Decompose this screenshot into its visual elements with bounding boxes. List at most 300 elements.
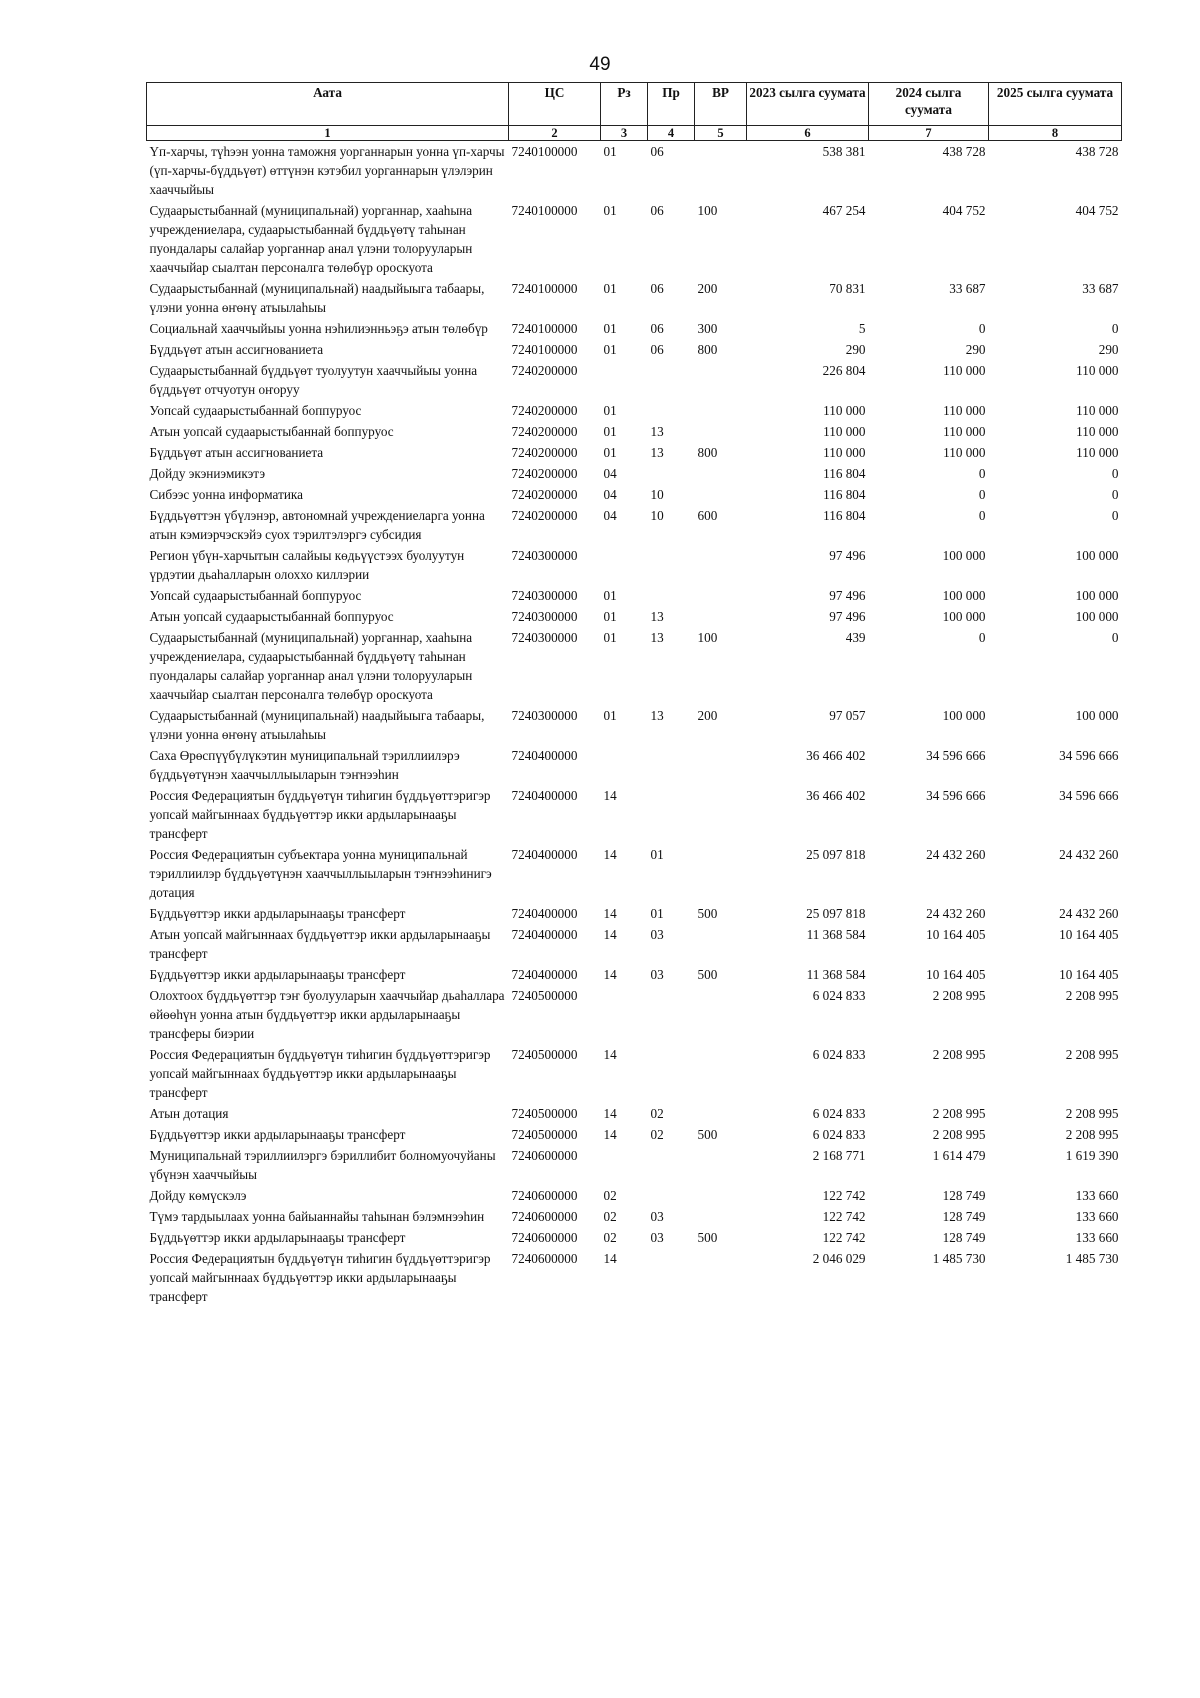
budget-table — [146, 82, 1122, 1307]
row-cs-cell: 7240600000 — [511, 1251, 578, 1266]
row-rz-cell: 14 — [603, 788, 617, 803]
row-name-cell: Россия Федерациятын субъектара уонна муниципальнай тэриллиилэр бүддьүөтүнэн хааччыллыыларын тэҥнээһинигэ дотация — [149, 847, 492, 900]
row-pr-cell — [648, 463, 695, 484]
row-vr-cell — [695, 360, 747, 400]
row-2023-cell: 467 254 — [822, 203, 866, 218]
table-row — [147, 339, 1122, 360]
column-header-vr: ВР — [695, 83, 747, 126]
row-cs-cell: 7240400000 — [511, 847, 578, 862]
row-2025-cell: 34 596 666 — [1059, 748, 1119, 763]
row-2023-cell: 97 496 — [829, 548, 866, 563]
row-cs-cell: 7240100000 — [511, 203, 578, 218]
row-cs-cell: 7240200000 — [511, 424, 578, 439]
table-row — [147, 545, 1122, 585]
row-2024-cell: 2 208 995 — [932, 1106, 986, 1121]
row-rz-cell: 01 — [603, 424, 617, 439]
row-pr-cell — [648, 1248, 695, 1307]
table-row — [147, 924, 1122, 964]
row-name-cell: Бүддьүөт атын ассигнованиета — [149, 342, 324, 357]
row-name-cell: Сибээс уонна информатика — [149, 487, 303, 502]
row-name-cell: Атын уопсай майгыннаах бүддьүөттэр икки ардыларынааҕы трансферт — [149, 927, 491, 961]
table-row — [147, 463, 1122, 484]
table-body — [147, 141, 1122, 1308]
row-name-cell: Атын уопсай судаарыстыбаннай боппуруос — [149, 424, 394, 439]
row-vr-cell: 100 — [697, 203, 718, 218]
row-name-cell: Дойду экэниэмикэтэ — [149, 466, 266, 481]
row-cs-cell: 7240400000 — [511, 927, 578, 942]
row-pr-cell: 01 — [650, 847, 664, 862]
row-2025-cell: 110 000 — [1076, 403, 1119, 418]
row-2024-cell: 24 432 260 — [926, 906, 986, 921]
row-vr-cell: 800 — [697, 445, 718, 460]
row-2025-cell: 0 — [1111, 508, 1119, 523]
row-name-cell: Судаарыстыбаннай бүддьүөт туолуутун хааччыйыы уонна бүддьүөт отчуотун оҥоруу — [149, 363, 478, 397]
row-2025-cell: 100 000 — [1075, 609, 1119, 624]
row-cs-cell: 7240200000 — [511, 508, 578, 523]
row-rz-cell: 01 — [603, 203, 617, 218]
row-2023-cell: 97 496 — [829, 609, 866, 624]
table-row — [147, 964, 1122, 985]
row-rz-cell: 01 — [603, 342, 617, 357]
row-vr-cell — [695, 484, 747, 505]
row-cs-cell: 7240500000 — [511, 1127, 578, 1142]
row-rz-cell: 01 — [603, 588, 617, 603]
row-2025-cell: 100 000 — [1075, 548, 1119, 563]
row-rz-cell: 02 — [603, 1188, 617, 1203]
row-name-cell: Судаарыстыбаннай (муниципальнай) уорганнар, хааһына учреждениелара, судаарыстыбаннай бүддьүөтү таһынан пуондалары салайар уорганнар анал үлэни толорууларын хааччыйар сыалтан персоналга төлөбүр ороскуота — [149, 203, 473, 275]
row-rz-cell: 04 — [603, 508, 617, 523]
row-2024-cell: 110 000 — [943, 403, 986, 418]
column-number: 5 — [695, 126, 747, 141]
row-2023-cell: 25 097 818 — [806, 847, 866, 862]
table-row — [147, 1185, 1122, 1206]
row-2024-cell: 33 687 — [949, 281, 986, 296]
row-2024-cell: 110 000 — [943, 445, 986, 460]
row-pr-cell: 10 — [650, 487, 664, 502]
row-cs-cell: 7240300000 — [511, 708, 578, 723]
row-2023-cell: 6 024 833 — [812, 1127, 866, 1142]
row-2023-cell: 122 742 — [822, 1188, 866, 1203]
row-cs-cell: 7240200000 — [511, 487, 578, 502]
row-2023-cell: 122 742 — [822, 1230, 866, 1245]
column-number: 2 — [509, 126, 601, 141]
column-header-2025: 2025 сылга суумата — [989, 83, 1122, 126]
row-2025-cell: 290 — [1098, 342, 1119, 357]
row-2024-cell: 10 164 405 — [926, 927, 986, 942]
row-name-cell: Бүддьүөттэр икки ардыларынааҕы трансферт — [149, 1230, 406, 1245]
row-2024-cell: 0 — [978, 508, 986, 523]
column-number: 7 — [869, 126, 989, 141]
table-row — [147, 421, 1122, 442]
row-pr-cell: 01 — [650, 906, 664, 921]
row-2024-cell: 1 614 479 — [932, 1148, 986, 1163]
row-pr-cell: 02 — [650, 1106, 664, 1121]
row-cs-cell: 7240600000 — [511, 1209, 578, 1224]
row-vr-cell: 500 — [697, 1230, 718, 1245]
row-rz-cell: 14 — [603, 1047, 617, 1062]
row-2024-cell: 110 000 — [943, 363, 986, 378]
row-name-cell: Бүддьүөттэр икки ардыларынааҕы трансферт — [149, 906, 406, 921]
row-cs-cell: 7240300000 — [511, 630, 578, 645]
column-header-2023: 2023 сылга суумата — [747, 83, 869, 126]
table-row — [147, 985, 1122, 1044]
row-rz-cell: 01 — [603, 281, 617, 296]
row-2023-cell: 70 831 — [829, 281, 866, 296]
row-pr-cell: 03 — [650, 1230, 664, 1245]
row-2025-cell: 2 208 995 — [1065, 1047, 1119, 1062]
row-vr-cell — [695, 1145, 747, 1185]
row-vr-cell: 300 — [697, 321, 718, 336]
row-name-cell: Россия Федерациятын бүддьүөтүн тиһигин бүддьүөттэригэр уопсай майгыннаах бүддьүөттэр икки ардыларынааҕы трансферт — [149, 1251, 491, 1304]
row-2023-cell: 110 000 — [823, 445, 866, 460]
table-row — [147, 1145, 1122, 1185]
row-2024-cell: 100 000 — [942, 609, 986, 624]
row-2025-cell: 404 752 — [1075, 203, 1119, 218]
table-row — [147, 627, 1122, 705]
row-rz-cell — [601, 545, 648, 585]
table-row — [147, 442, 1122, 463]
row-2024-cell: 128 749 — [942, 1188, 986, 1203]
table-row — [147, 844, 1122, 903]
row-rz-cell: 14 — [603, 927, 617, 942]
row-rz-cell: 01 — [603, 445, 617, 460]
row-cs-cell: 7240600000 — [511, 1188, 578, 1203]
row-rz-cell: 04 — [603, 487, 617, 502]
row-2024-cell: 34 596 666 — [926, 748, 986, 763]
row-2025-cell: 0 — [1111, 487, 1119, 502]
row-pr-cell: 10 — [650, 508, 664, 523]
row-name-cell: Россия Федерациятын бүддьүөтүн тиһигин бүддьүөттэригэр уопсай майгыннаах бүддьүөттэр икки ардыларынааҕы трансферт — [149, 1047, 491, 1100]
row-2025-cell: 0 — [1111, 466, 1119, 481]
row-2023-cell: 110 000 — [823, 403, 866, 418]
row-name-cell: Олохтоох бүддьүөттэр тэҥ буолууларын хааччыйар дьаһаллара өйөөһүн уонна атын бүддьүөттэр икки ардыларынааҕы трансферы биэрии — [149, 988, 505, 1041]
row-name-cell: Муниципальнай тэриллиилэргэ бэриллибит болномуочуйаны үбүнэн хааччыйыы — [149, 1148, 496, 1182]
row-rz-cell: 01 — [603, 609, 617, 624]
row-pr-cell: 13 — [650, 445, 664, 460]
row-pr-cell — [648, 785, 695, 844]
row-2024-cell: 1 485 730 — [932, 1251, 986, 1266]
row-cs-cell: 7240600000 — [511, 1148, 578, 1163]
column-number: 6 — [747, 126, 869, 141]
row-2023-cell: 6 024 833 — [812, 1047, 866, 1062]
table-row — [147, 903, 1122, 924]
row-vr-cell — [695, 606, 747, 627]
column-header-name: Аата — [147, 83, 509, 126]
row-2025-cell: 33 687 — [1082, 281, 1119, 296]
row-2023-cell: 36 466 402 — [806, 788, 866, 803]
row-2024-cell: 2 208 995 — [932, 1127, 986, 1142]
row-rz-cell: 01 — [603, 321, 617, 336]
row-pr-cell: 13 — [650, 424, 664, 439]
row-2025-cell: 34 596 666 — [1059, 788, 1119, 803]
header-row — [147, 83, 1122, 126]
table-row — [147, 1248, 1122, 1307]
row-name-cell: Саха Өрөспүүбүлүкэтин муниципальнай тэриллиилэрэ бүддьүөтүнэн хааччыллыыларын тэҥнээһин — [149, 748, 460, 782]
row-2024-cell: 10 164 405 — [926, 967, 986, 982]
row-vr-cell: 500 — [697, 1127, 718, 1142]
row-pr-cell: 06 — [650, 144, 664, 159]
row-2025-cell: 110 000 — [1076, 424, 1119, 439]
row-vr-cell — [695, 844, 747, 903]
row-2023-cell: 116 804 — [823, 508, 866, 523]
row-2024-cell: 2 208 995 — [932, 988, 986, 1003]
row-pr-cell: 13 — [650, 609, 664, 624]
row-name-cell: Атын дотация — [149, 1106, 229, 1121]
row-2023-cell: 6 024 833 — [812, 988, 866, 1003]
row-2024-cell: 24 432 260 — [926, 847, 986, 862]
row-2025-cell: 133 660 — [1075, 1230, 1119, 1245]
row-pr-cell: 13 — [650, 630, 664, 645]
row-2023-cell: 25 097 818 — [806, 906, 866, 921]
row-name-cell: Судаарыстыбаннай (муниципальнай) наадыйыыга табаары, үлэни уонна өҥөнү атыылаһыы — [149, 281, 485, 315]
row-vr-cell: 200 — [697, 281, 718, 296]
table-row — [147, 1044, 1122, 1103]
row-2025-cell: 100 000 — [1075, 588, 1119, 603]
row-cs-cell: 7240300000 — [511, 588, 578, 603]
row-rz-cell: 14 — [603, 847, 617, 862]
row-2024-cell: 0 — [978, 466, 986, 481]
row-vr-cell: 200 — [697, 708, 718, 723]
row-pr-cell — [648, 985, 695, 1044]
row-pr-cell — [648, 1185, 695, 1206]
row-pr-cell: 03 — [650, 1209, 664, 1224]
column-number-row — [147, 126, 1122, 141]
row-name-cell: Бүддьүөттэр икки ардыларынааҕы трансферт — [149, 1127, 406, 1142]
row-2024-cell: 2 208 995 — [932, 1047, 986, 1062]
row-rz-cell — [601, 745, 648, 785]
row-cs-cell: 7240200000 — [511, 363, 578, 378]
row-2024-cell: 110 000 — [943, 424, 986, 439]
row-2023-cell: 439 — [845, 630, 866, 645]
row-2023-cell: 97 057 — [829, 708, 866, 723]
row-vr-cell — [695, 463, 747, 484]
row-2025-cell: 1 485 730 — [1065, 1251, 1119, 1266]
row-rz-cell: 01 — [603, 144, 617, 159]
row-2025-cell: 2 208 995 — [1065, 988, 1119, 1003]
table-row — [147, 1124, 1122, 1145]
row-cs-cell: 7240400000 — [511, 967, 578, 982]
row-2023-cell: 116 804 — [823, 466, 866, 481]
row-pr-cell: 13 — [650, 708, 664, 723]
row-vr-cell — [695, 1206, 747, 1227]
row-2024-cell: 128 749 — [942, 1209, 986, 1224]
row-cs-cell: 7240600000 — [511, 1230, 578, 1245]
row-cs-cell: 7240100000 — [511, 342, 578, 357]
row-2024-cell: 0 — [978, 487, 986, 502]
row-2023-cell: 6 024 833 — [812, 1106, 866, 1121]
row-2025-cell: 0 — [1111, 321, 1119, 336]
row-pr-cell — [648, 400, 695, 421]
row-2024-cell: 0 — [978, 321, 986, 336]
table-row — [147, 705, 1122, 745]
row-2024-cell: 0 — [978, 630, 986, 645]
table-row — [147, 505, 1122, 545]
row-vr-cell: 600 — [697, 508, 718, 523]
table-row — [147, 606, 1122, 627]
row-2024-cell: 404 752 — [942, 203, 986, 218]
row-vr-cell — [695, 400, 747, 421]
row-2025-cell: 0 — [1111, 630, 1119, 645]
row-2025-cell: 24 432 260 — [1059, 906, 1119, 921]
row-name-cell: Судаарыстыбаннай (муниципальнай) наадыйыыга табаары, үлэни уонна өҥөнү атыылаһыы — [149, 708, 485, 742]
row-cs-cell: 7240100000 — [511, 144, 578, 159]
row-cs-cell: 7240500000 — [511, 988, 578, 1003]
table-row — [147, 1206, 1122, 1227]
row-cs-cell: 7240300000 — [511, 609, 578, 624]
row-2023-cell: 110 000 — [823, 424, 866, 439]
row-pr-cell: 03 — [650, 927, 664, 942]
row-cs-cell: 7240400000 — [511, 906, 578, 921]
row-cs-cell: 7240400000 — [511, 748, 578, 763]
row-vr-cell — [695, 585, 747, 606]
table-row — [147, 785, 1122, 844]
table-row — [147, 278, 1122, 318]
row-vr-cell — [695, 1185, 747, 1206]
row-rz-cell: 04 — [603, 466, 617, 481]
row-2025-cell: 10 164 405 — [1059, 927, 1119, 942]
row-vr-cell — [695, 421, 747, 442]
row-2023-cell: 97 496 — [829, 588, 866, 603]
row-name-cell: Атын уопсай судаарыстыбаннай боппуруос — [149, 609, 394, 624]
row-2025-cell: 133 660 — [1075, 1188, 1119, 1203]
row-2023-cell: 11 368 584 — [806, 967, 866, 982]
row-vr-cell: 500 — [697, 906, 718, 921]
row-rz-cell: 14 — [603, 967, 617, 982]
row-2023-cell: 290 — [845, 342, 866, 357]
row-2025-cell: 110 000 — [1076, 363, 1119, 378]
column-number: 1 — [147, 126, 509, 141]
row-cs-cell: 7240500000 — [511, 1106, 578, 1121]
row-pr-cell — [648, 1145, 695, 1185]
row-rz-cell: 14 — [603, 1127, 617, 1142]
row-2025-cell: 438 728 — [1075, 144, 1119, 159]
row-vr-cell — [695, 745, 747, 785]
table-row — [147, 200, 1122, 278]
row-2025-cell: 2 208 995 — [1065, 1106, 1119, 1121]
table-row — [147, 1227, 1122, 1248]
row-rz-cell: 01 — [603, 403, 617, 418]
row-rz-cell: 14 — [603, 906, 617, 921]
column-header-pr: Пр — [648, 83, 695, 126]
row-2025-cell: 110 000 — [1076, 445, 1119, 460]
row-pr-cell — [648, 585, 695, 606]
row-rz-cell — [601, 1145, 648, 1185]
row-2023-cell: 11 368 584 — [806, 927, 866, 942]
row-2024-cell: 290 — [965, 342, 986, 357]
row-pr-cell: 03 — [650, 967, 664, 982]
row-vr-cell — [695, 785, 747, 844]
row-vr-cell — [695, 924, 747, 964]
row-vr-cell: 100 — [697, 630, 718, 645]
row-pr-cell: 06 — [650, 321, 664, 336]
column-header-cs: ЦС — [509, 83, 601, 126]
row-name-cell: Дойду көмүскэлэ — [149, 1188, 247, 1203]
row-2023-cell: 5 — [858, 321, 866, 336]
row-2024-cell: 100 000 — [942, 708, 986, 723]
row-vr-cell — [695, 1103, 747, 1124]
row-name-cell: Түмэ тардыылаах уонна байыаннайы таһынан бэлэмнээһин — [149, 1209, 485, 1224]
row-2024-cell: 100 000 — [942, 548, 986, 563]
row-cs-cell: 7240100000 — [511, 281, 578, 296]
table-row — [147, 745, 1122, 785]
table-row — [147, 585, 1122, 606]
row-rz-cell: 01 — [603, 630, 617, 645]
row-vr-cell — [695, 545, 747, 585]
row-pr-cell — [648, 360, 695, 400]
row-cs-cell: 7240200000 — [511, 445, 578, 460]
row-rz-cell — [601, 360, 648, 400]
table-row — [147, 1103, 1122, 1124]
row-rz-cell: 14 — [603, 1251, 617, 1266]
row-2024-cell: 34 596 666 — [926, 788, 986, 803]
row-rz-cell: 02 — [603, 1209, 617, 1224]
row-name-cell: Бүддьүөттэн үбүлэнэр, автономнай учреждениеларга уонна атын кэмиэрчэскэйэ суох тэрилтэлэргэ субсидия — [149, 508, 485, 542]
row-name-cell: Регион үбүн-харчытын салайыы көдьүүстээх буолуутун үрдэтии дьаһалларын олоххо киллэрии — [149, 548, 465, 582]
row-rz-cell — [601, 985, 648, 1044]
row-2025-cell: 24 432 260 — [1059, 847, 1119, 862]
row-rz-cell: 14 — [603, 1106, 617, 1121]
row-cs-cell: 7240200000 — [511, 466, 578, 481]
row-pr-cell: 06 — [650, 281, 664, 296]
row-2023-cell: 116 804 — [823, 487, 866, 502]
row-2024-cell: 128 749 — [942, 1230, 986, 1245]
row-2024-cell: 438 728 — [942, 144, 986, 159]
row-name-cell: Россия Федерациятын бүддьүөтүн тиһигин бүддьүөттэригэр уопсай майгыннаах бүддьүөттэр икки ардыларынааҕы трансферт — [149, 788, 491, 841]
row-2024-cell: 100 000 — [942, 588, 986, 603]
row-cs-cell: 7240100000 — [511, 321, 578, 336]
row-vr-cell: 500 — [697, 967, 718, 982]
column-number: 8 — [989, 126, 1122, 141]
row-pr-cell: 06 — [650, 203, 664, 218]
row-2023-cell: 2 168 771 — [812, 1148, 866, 1163]
row-vr-cell — [695, 1248, 747, 1307]
row-2025-cell: 1 619 390 — [1065, 1148, 1119, 1163]
row-vr-cell — [695, 141, 747, 201]
row-pr-cell: 02 — [650, 1127, 664, 1142]
row-pr-cell — [648, 1044, 695, 1103]
row-rz-cell: 01 — [603, 708, 617, 723]
table-row — [147, 400, 1122, 421]
row-2025-cell: 10 164 405 — [1059, 967, 1119, 982]
table-row — [147, 484, 1122, 505]
table-row — [147, 360, 1122, 400]
row-name-cell: Уопсай судаарыстыбаннай боппуруос — [149, 588, 362, 603]
column-header-2024: 2024 сылга суумата — [869, 83, 989, 126]
row-rz-cell: 02 — [603, 1230, 617, 1245]
column-number: 4 — [648, 126, 695, 141]
row-name-cell: Судаарыстыбаннай (муниципальнай) уорганнар, хааһына учреждениелара, судаарыстыбаннай бүддьүөтү таһынан пуондалары салайар уорганнар анал үлэни толорууларын хааччыйар сыалтан персоналга төлөбүр ороскуота — [149, 630, 473, 702]
row-name-cell: Социальнай хааччыйыы уонна нэһилиэнньэҕэ атын төлөбүр — [149, 321, 488, 336]
row-name-cell: Үп-харчы, түһээн уонна таможня уорганнарын уонна үп-харчы (үп-харчы-бүддьүөт) өттүнэн кэтэбил уорганнарын үлэлэрин хааччыйыы — [149, 144, 505, 197]
row-cs-cell: 7240400000 — [511, 788, 578, 803]
row-pr-cell — [648, 545, 695, 585]
row-cs-cell: 7240500000 — [511, 1047, 578, 1062]
row-name-cell: Уопсай судаарыстыбаннай боппуруос — [149, 403, 362, 418]
row-2023-cell: 122 742 — [822, 1209, 866, 1224]
row-pr-cell — [648, 745, 695, 785]
row-vr-cell — [695, 1044, 747, 1103]
column-number: 3 — [601, 126, 648, 141]
row-2023-cell: 226 804 — [822, 363, 866, 378]
row-name-cell: Бүддьүөттэр икки ардыларынааҕы трансферт — [149, 967, 406, 982]
table-row — [147, 141, 1122, 201]
row-2025-cell: 100 000 — [1075, 708, 1119, 723]
page-number: 49 — [589, 54, 611, 75]
row-2023-cell: 2 046 029 — [812, 1251, 866, 1266]
row-name-cell: Бүддьүөт атын ассигнованиета — [149, 445, 324, 460]
row-2023-cell: 538 381 — [822, 144, 866, 159]
row-pr-cell: 06 — [650, 342, 664, 357]
